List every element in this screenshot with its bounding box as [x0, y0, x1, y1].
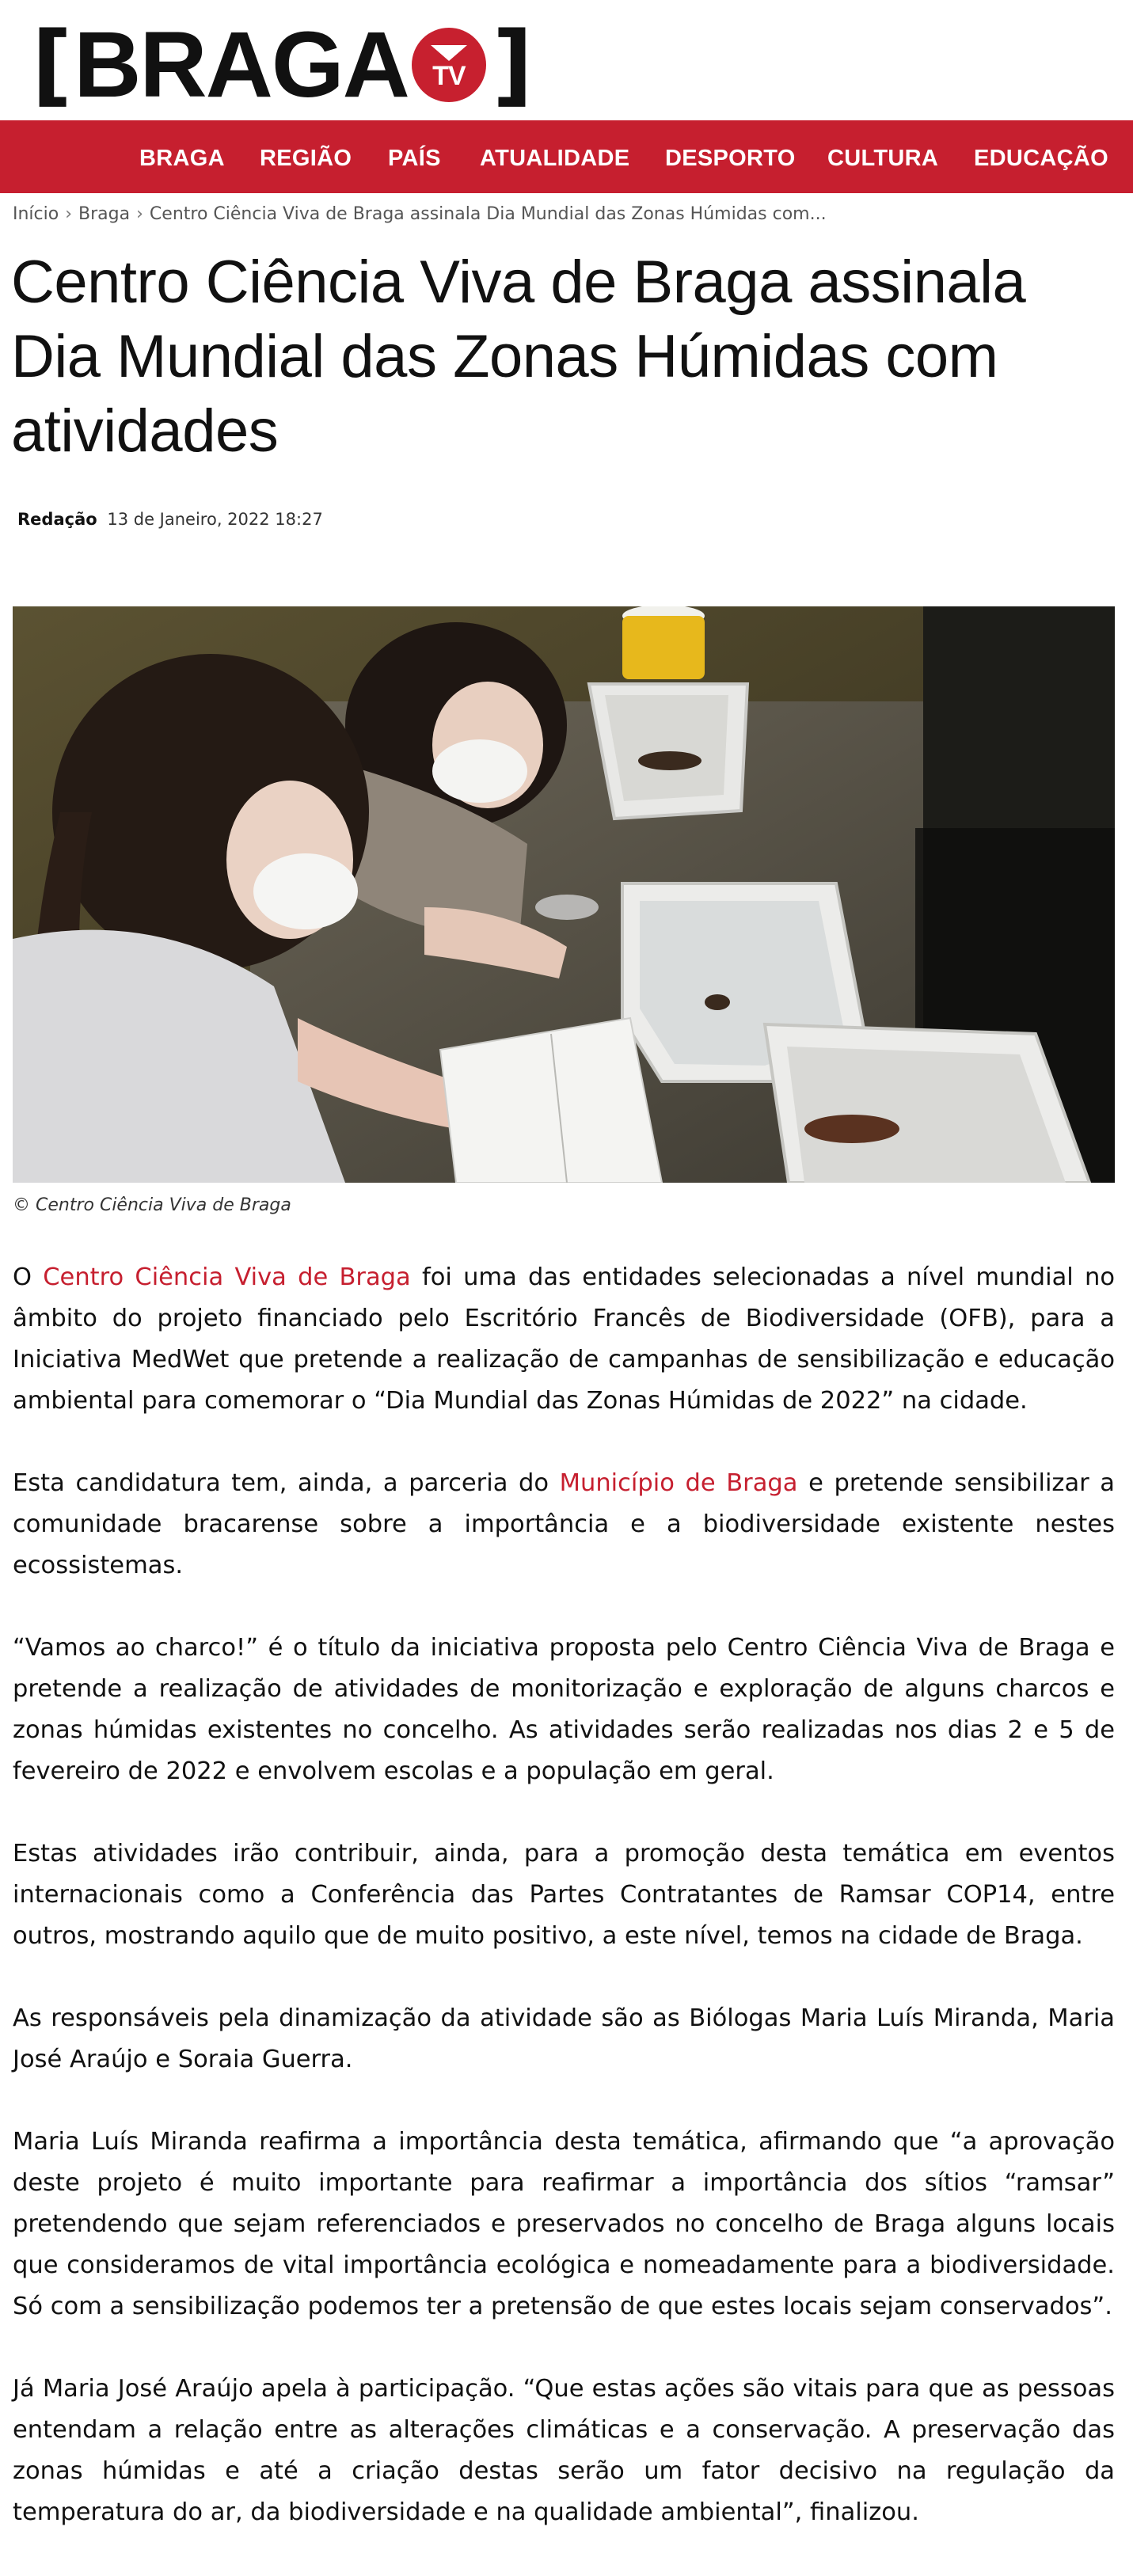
site-logo[interactable]	[32, 13, 530, 117]
logo-word: BRAGA	[74, 13, 409, 117]
breadcrumb	[13, 204, 827, 224]
paragraph-4: Estas atividades irão contribuir, ainda, para a promoção desta temática em eventos internacionais como a Conferência das Partes Contratantes de Ramsar COP14, entre outros, mostrando aquilo que de muito positivo, a este nível, temos na cidade de Braga.	[13, 1840, 1115, 1950]
nav-item-pais[interactable]: PAÍS	[388, 146, 441, 171]
paragraph-5: As responsáveis pela dinamização da atividade são as Biólogas Maria Luís Miranda, Maria José Araújo e Soraia Guerra.	[13, 2004, 1115, 2073]
paragraph-3: “Vamos ao charco!” é o título da iniciativa proposta pelo Centro Ciência Viva de Braga e pretende a realização de atividades de monitorização e exploração de alguns charcos e zonas húmidas existentes no concelho. As atividades serão realizadas nos dias 2 e 5 de fevereiro de 2022 e envolvem escolas e a população em geral.	[13, 1634, 1115, 1785]
paragraph-text: O	[13, 1263, 44, 1291]
breadcrumb-home[interactable]: Início	[13, 204, 59, 224]
article-photo	[13, 606, 1115, 1183]
article-meta	[17, 510, 323, 529]
article-date: 13 de Janeiro, 2022 18:27	[107, 510, 323, 529]
breadcrumb-separator: ›	[65, 204, 73, 224]
link-municipio-de-braga[interactable]: Município de Braga	[559, 1469, 798, 1497]
logo-bracket-left: [	[32, 13, 70, 116]
breadcrumb-current: Centro Ciência Viva de Braga assinala Dia Mundial das Zonas Húmidas com...	[149, 204, 827, 224]
page-title: Centro Ciência Viva de Braga assinala Dia Mundial das Zonas Húmidas com atividades	[11, 249, 1026, 465]
nav-item-cultura[interactable]: CULTURA	[827, 146, 939, 171]
logo-badge-text: TV	[432, 61, 466, 91]
paragraph-7: Já Maria José Araújo apela à participação. “Que estas ações são vitais para que as pessoas entendam a relação entre as alterações climáticas e a conservação. A preservação das zonas húmidas e até a criação destas serão um fator decisivo na regulação da temperatura do ar, da biodiversidade e na qualidade ambiental”, finalizou.	[13, 2375, 1115, 2526]
site-header	[0, 0, 1133, 120]
breadcrumb-section[interactable]: Braga	[78, 204, 131, 224]
tv-badge-icon	[412, 28, 486, 102]
paragraph-6: Maria Luís Miranda reafirma a importância desta temática, afirmando que “a aprovação deste projeto é muito importante para reafirmar a importância dos sítios “ramsar” pretendendo que sejam referenciados e preservados no concelho de Braga alguns locais que consideramos de vital importância ecológica e nomeadamente para a biodiversidade. Só com a sensibilização podemos ter a pretensão de que estes locais sejam conservados”.	[13, 2128, 1115, 2320]
paragraph-1	[13, 1257, 1115, 1422]
logo-bracket-right: ]	[492, 13, 530, 116]
article-author[interactable]: Redação	[17, 510, 97, 529]
paragraph-2	[13, 1463, 1115, 1586]
paragraph-text: Esta candidatura tem, ainda, a parceria do	[13, 1469, 560, 1497]
nav-item-educacao[interactable]: EDUCAÇÃO	[974, 146, 1108, 171]
link-centro-ciencia-viva[interactable]: Centro Ciência Viva de Braga	[43, 1263, 411, 1291]
nav-item-desporto[interactable]: DESPORTO	[665, 146, 796, 171]
breadcrumb-separator: ›	[136, 204, 143, 224]
image-caption: © Centro Ciência Viva de Braga	[13, 1195, 291, 1215]
paragraph-text: foi uma das entidades selecionadas a nível mundial no âmbito do projeto financiado pelo Escritório Francês de Biodiversidade (OFB), para a Iniciativa MedWet que pretende a realização de campanhas de sensibilização e educação ambiental para comemorar o “Dia Mundial das Zonas Húmidas de 2022” na cidade.	[13, 1263, 1116, 1415]
nav-item-atualidade[interactable]: ATUALIDADE	[480, 146, 630, 171]
nav-item-braga[interactable]: BRAGA	[139, 146, 225, 171]
nav-item-regiao[interactable]: REGIÃO	[260, 146, 352, 171]
article-photo-illustration	[13, 606, 1115, 1183]
paragraph-text: e pretende sensibilizar a comunidade bracarense sobre a importância e a biodiversidade existente nestes ecossistemas.	[13, 1469, 1115, 1579]
main-nav	[0, 120, 1133, 193]
